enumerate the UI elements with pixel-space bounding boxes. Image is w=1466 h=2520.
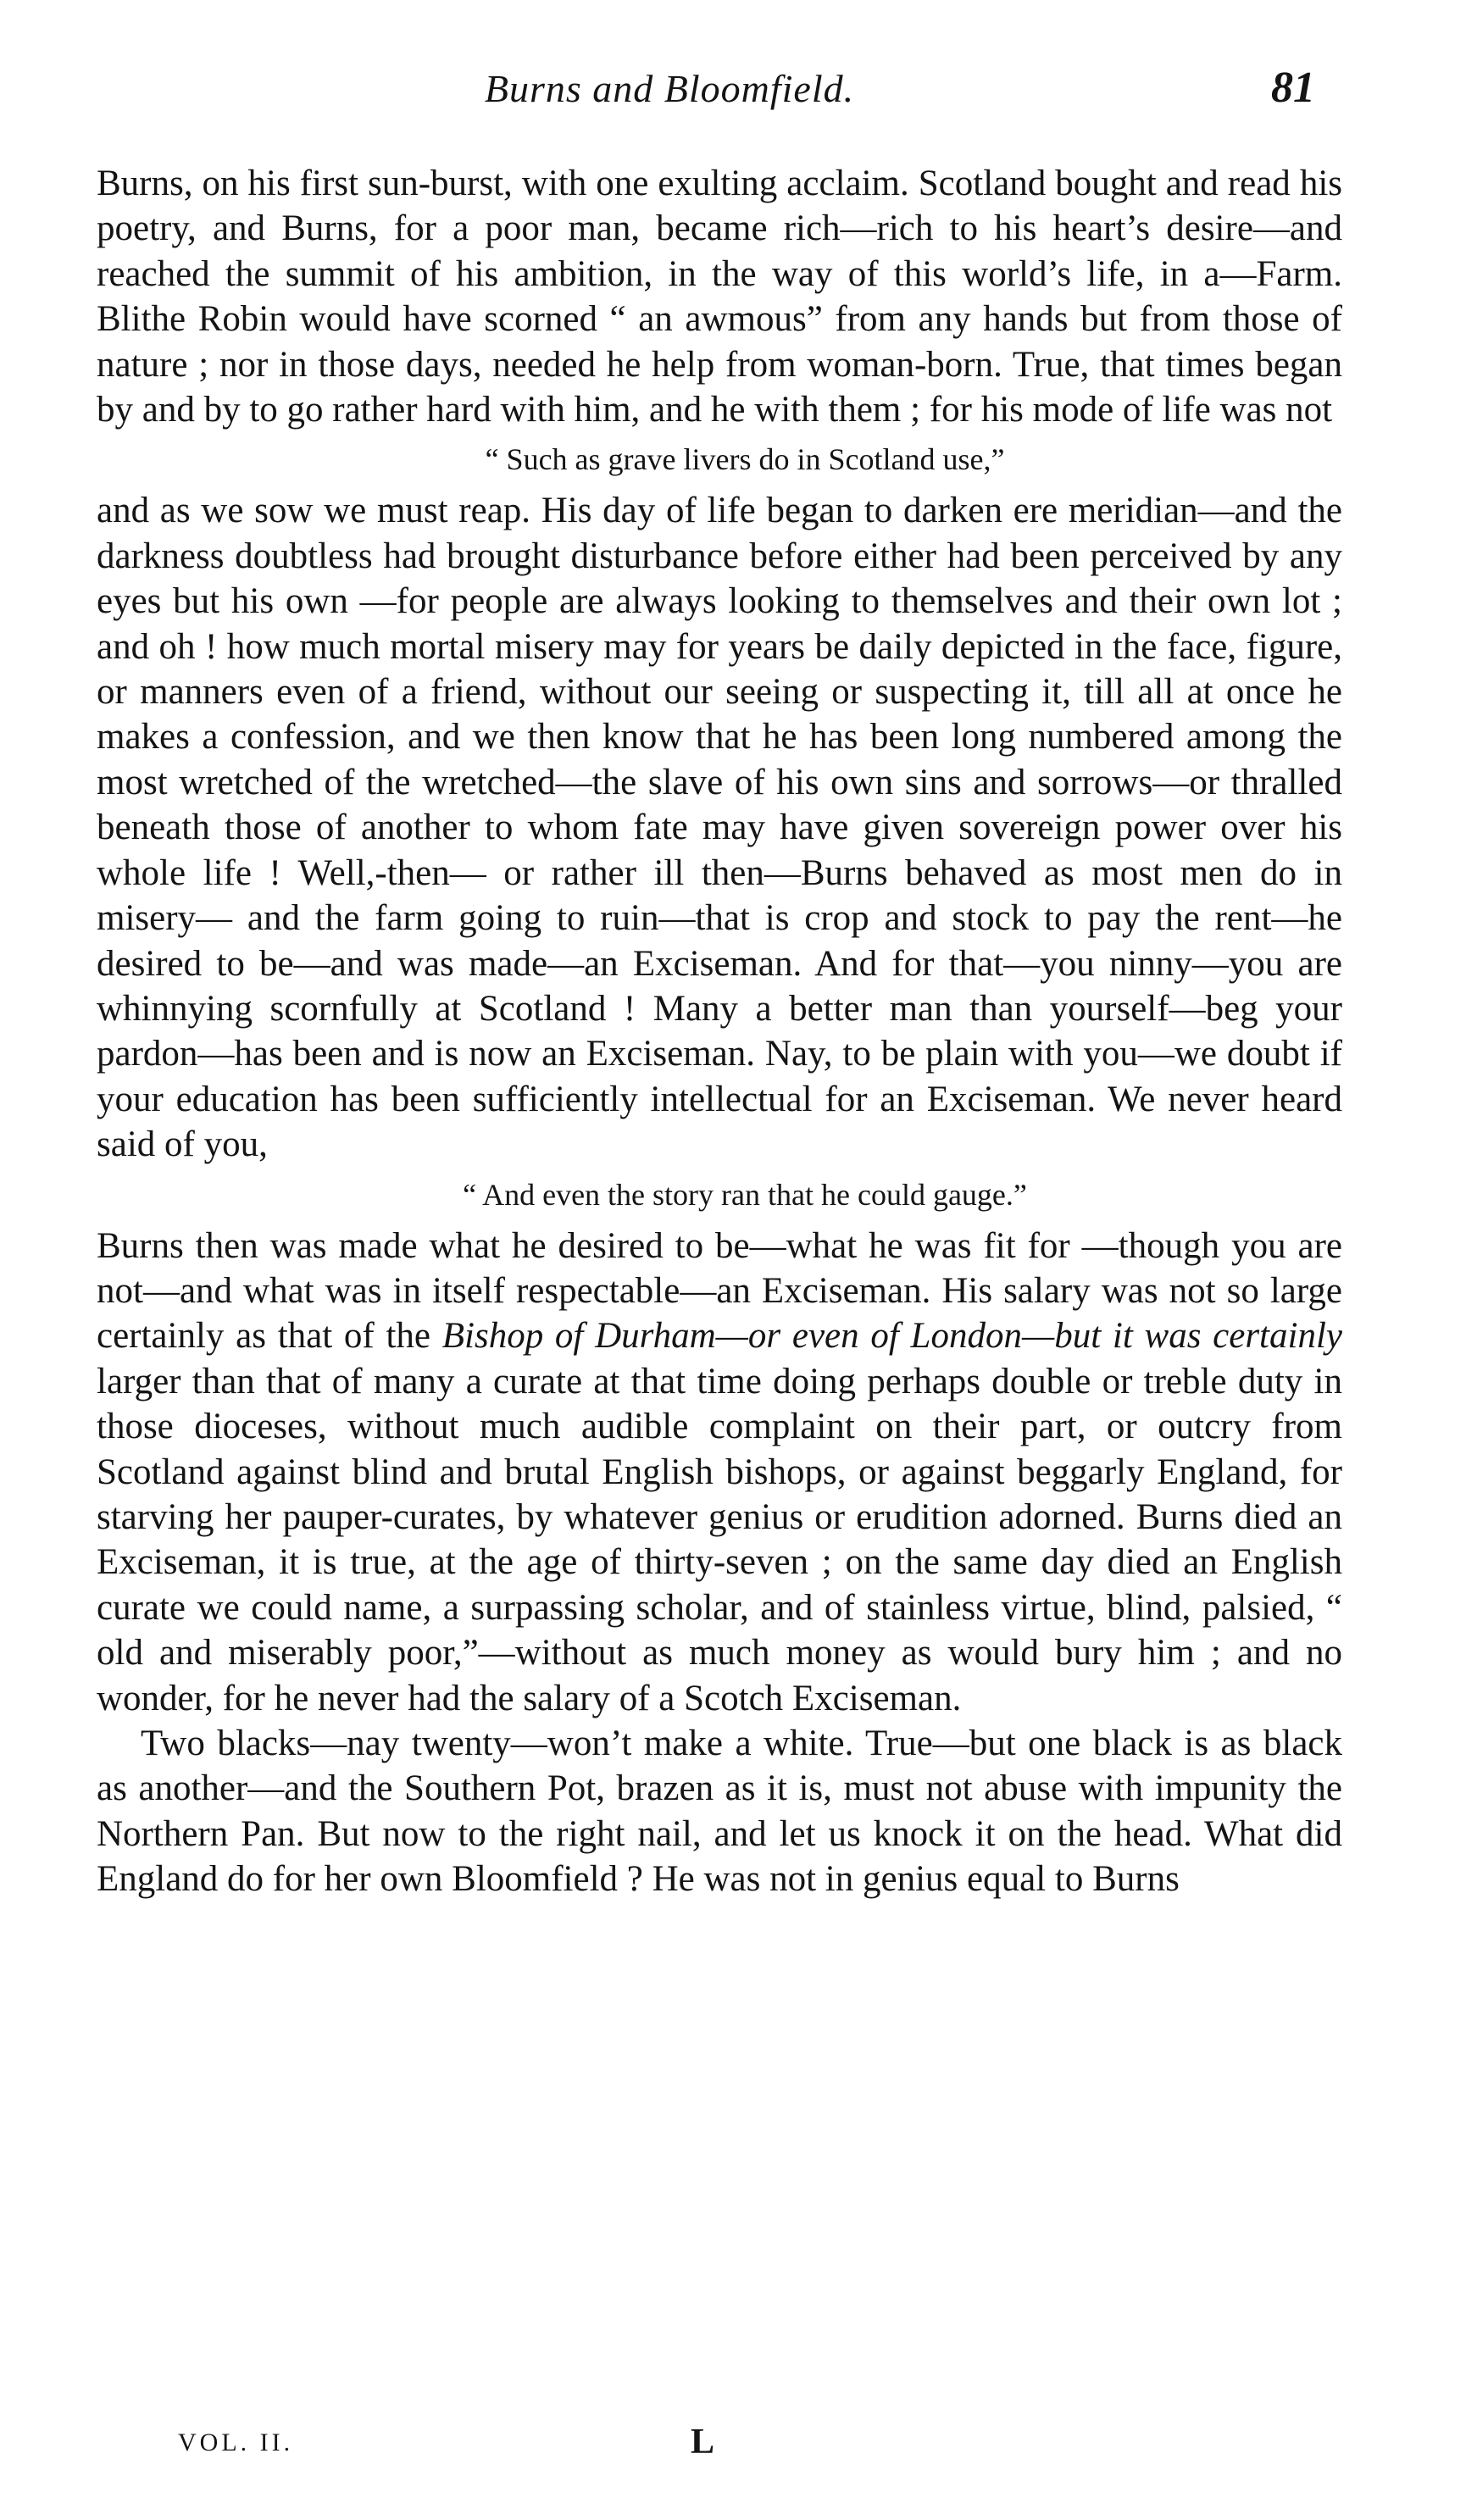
paragraph-3-text: Burns then was made what he desired to be—what he was fit for —though you are not—and what was in itself respectable—an Exciseman. His salary was not so large certainly as that of the: [97, 1225, 1342, 1357]
italic-phrase: Bishop of Durham—or even of London—but it was certainly: [441, 1316, 1342, 1357]
paragraph-1: Burns, on his first sun-burst, with one exulting acclaim. Scotland bought and read his poetry, and Burns, for a poor man, became rich—rich to his heart’s desire—and reached the summit of his ambition, in the way of this world’s life, in a—Farm. Blithe Robin would have scorned “ an awmous” from any hands but from those of nature ; nor in those days, needed he help from woman-born. True, that times began by and by to go rather hard with him, and he with them ; for his mode of life was not: [97, 164, 1342, 430]
paragraph-3: [97, 1224, 1342, 1721]
page-number: 81: [1271, 64, 1315, 112]
verse-quote-1: “ Such as grave livers do in Scotland use,”: [485, 442, 1005, 477]
verse-quote-2: “ And even the story ran that he could gauge.”: [463, 1177, 1027, 1212]
volume-mark: VOL. II.: [178, 2428, 294, 2456]
running-title: Burns and Bloomfield.: [484, 67, 855, 110]
paragraph-3-continued: larger than that of many a curate at that time doing perhaps double or treble duty in those dioceses, without much audible complaint on their part, or outcry from Scotland against blind and brutal English bishops, or against beggarly England, for starving her pauper-curates, by whatever genius or erudition adorned. Burns died an Exciseman, it is true, at the age of thirty-seven ; on the same day died an English curate we could name, a surpassing scholar, and of stainless virtue, blind, palsied, “ old and miserably poor,”—without as much money as would bury him ; and no wonder, for he never had the salary of a Scotch Exciseman.: [97, 1361, 1342, 1718]
paragraph-2: and as we sow we must reap. His day of life began to darken ere meridian—and the darkness doubtless had brought disturbance before either had been perceived by any eyes but his own —for people are always looking to themselves and their own lot ; and oh ! how much mortal misery may for years be daily depicted in the face, figure, or manners even of a friend, without our seeing or suspecting it, till all at once he makes a confession, and we then know that he has been long numbered among the most wretched of the wretched—the slave of his own sins and sorrows—or thralled beneath those of another to whom fate may have given sovereign power over his whole life ! Well,-then— or rather ill then—Burns behaved as most men do in misery— and the farm going to ruin—that is crop and stock to pay the rent—he desired to be—and was made—an Exciseman. And for that—you ninny—you are whinnying scornfully at Scotland ! Many a better man than yourself—beg your pardon—has been and is now an Exciseman. Nay, to be plain with you—we doubt if your education has been sufficiently intellectual for an Exciseman. We never heard said of you,: [97, 491, 1342, 1165]
page-footer: [178, 2422, 771, 2473]
signature-mark: L: [691, 2423, 715, 2462]
paragraph-4: Two blacks—nay twenty—won’t make a white. True—but one black is as black as another—and the Southern Pot, brazen as it is, must not abuse with impunity the Northern Pan. But now to the right nail, and let us knock it on the head. What did England do for her own Bloomfield ? He was not in genius equal to Burns: [97, 1723, 1342, 1900]
body-text: [97, 161, 1342, 1902]
